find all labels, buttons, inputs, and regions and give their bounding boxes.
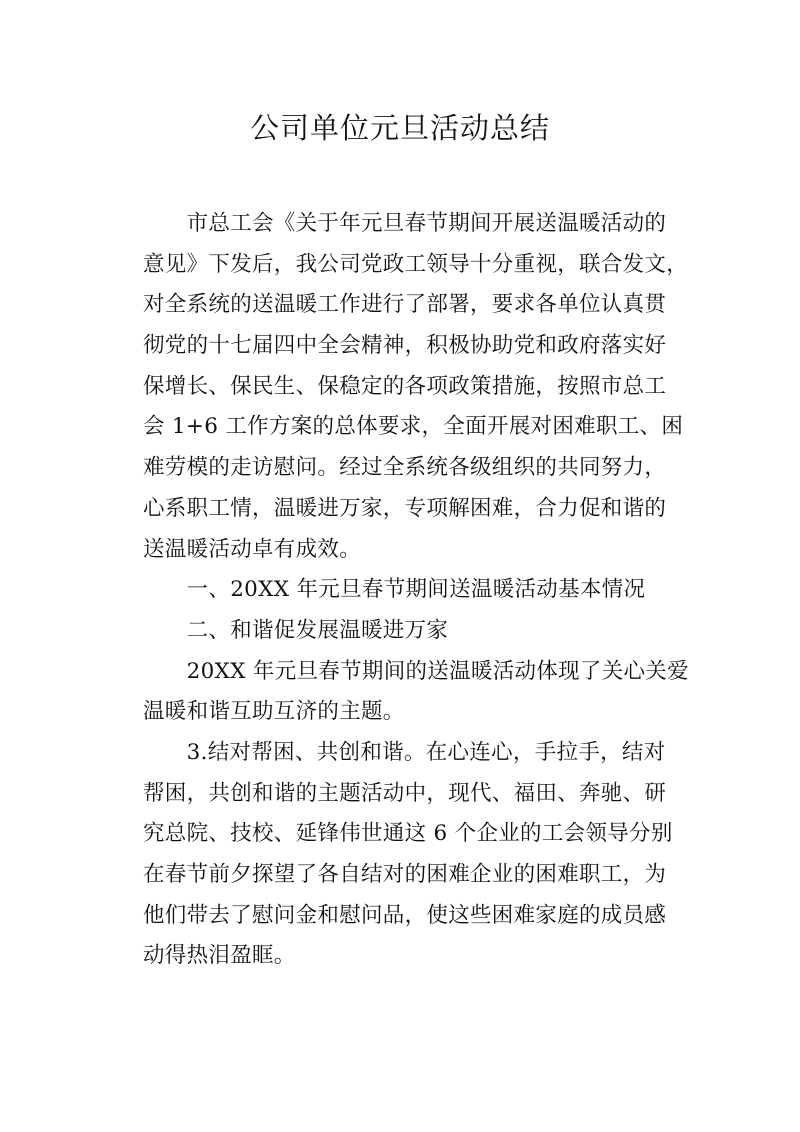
section-heading-line: 一、20XX 年元旦春节期间送温暖活动基本情况	[143, 577, 646, 603]
body-line: 彻党的十七届四中全会精神，积极协助党和政府落实好	[143, 333, 667, 359]
body-line: 会 1+6 工作方案的总体要求，全面开展对困难职工、困	[143, 414, 684, 440]
body-line: 温暖和谐互助互济的主题。	[143, 699, 405, 725]
body-line: 在春节前夕探望了各自结对的困难企业的困难职工，为	[143, 862, 667, 887]
document-body	[143, 204, 689, 977]
body-line: 对全系统的送温暖工作进行了部署，要求各单位认真贯	[143, 292, 667, 318]
body-line: 动得热泪盈眶。	[143, 943, 296, 969]
body-line: 保增长、保民生、保稳定的各项政策措施，按照市总工	[143, 373, 667, 399]
body-line: 意见》下发后，我公司党政工领导十分重视，联合发文，	[143, 251, 689, 277]
body-line: 他们带去了慰问金和慰问品，使这些困难家庭的成员感	[143, 902, 667, 928]
document-title: 公司单位元旦活动总结	[249, 111, 550, 145]
body-line: 20XX 年元旦春节期间的送温暖活动体现了关心关爱	[143, 658, 689, 684]
body-line: 送温暖活动卓有成效。	[143, 536, 362, 562]
body-line: 难劳模的走访慰问。经过全系统各级组织的共同努力，	[143, 455, 667, 481]
body-line: 究总院、技校、延锋伟世通这 6 个企业的工会领导分别	[143, 821, 673, 847]
body-line: 帮困，共创和谐的主题活动中，现代、福田、奔驰、研	[143, 780, 667, 806]
body-line: 市总工会《关于年元旦春节期间开展送温暖活动的	[143, 211, 667, 236]
section-heading-line: 二、和谐促发展温暖进万家	[143, 617, 449, 643]
body-line: 3.结对帮困、共创和谐。在心连心，手拉手，结对	[143, 739, 666, 765]
body-line: 心系职工情，温暖进万家，专项解困难，合力促和谐的	[143, 495, 667, 521]
